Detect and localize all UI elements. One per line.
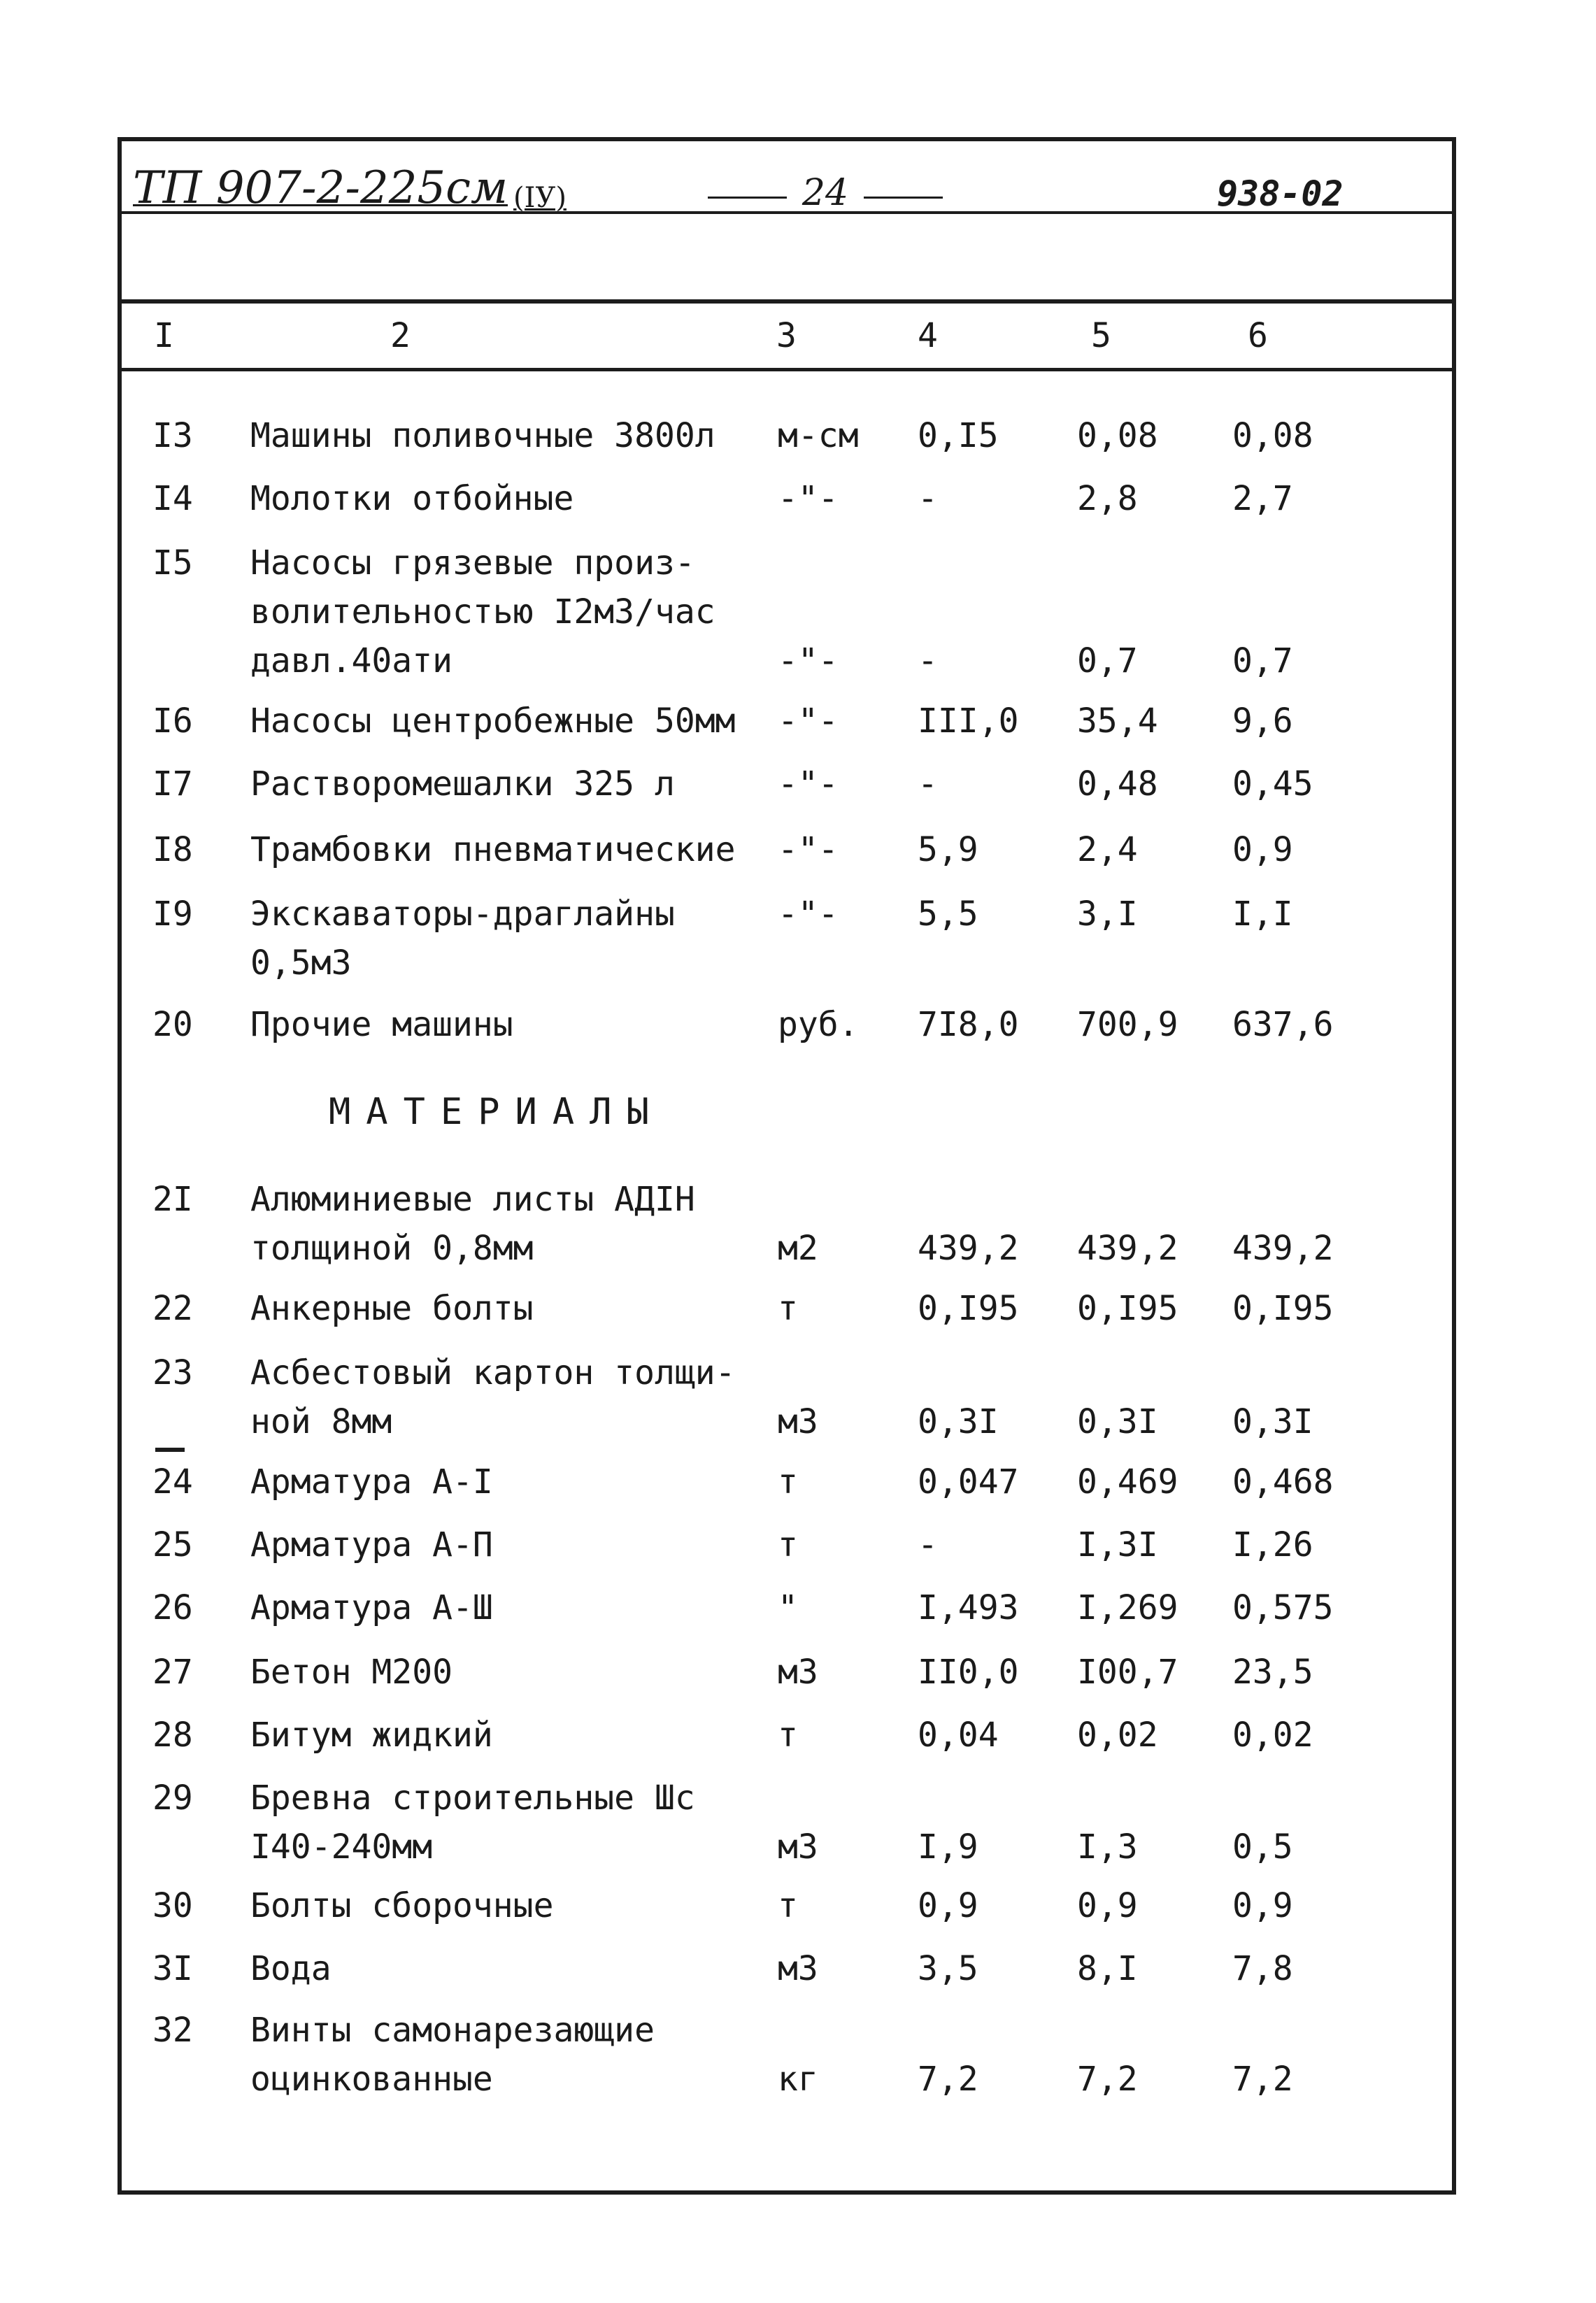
sheet-code: 938-02 bbox=[1217, 173, 1344, 214]
row-number: 30 bbox=[152, 1886, 193, 1925]
row-number: I8 bbox=[152, 830, 193, 869]
row-value-col4: II0,0 bbox=[918, 1653, 1019, 1692]
row-value-col5: I,3 bbox=[1077, 1827, 1138, 1867]
row-name: Анкерные болты bbox=[250, 1289, 534, 1328]
row-value-col4: 0,9 bbox=[918, 1886, 978, 1925]
row-name: Болты сборочные bbox=[250, 1886, 554, 1925]
row-value-col5: 2,4 bbox=[1077, 830, 1138, 869]
row-name: Вода bbox=[250, 1949, 332, 1988]
row-name: Асбестовый картон толщи- ной 8мм bbox=[250, 1353, 736, 1441]
row-number: I6 bbox=[152, 701, 193, 741]
row-value-col6: 0,02 bbox=[1232, 1716, 1313, 1755]
row-value-col6: 0,9 bbox=[1232, 1886, 1293, 1925]
row-value-col6: 637,6 bbox=[1232, 1005, 1334, 1044]
column-header-3: 3 bbox=[776, 316, 797, 355]
row-unit: т bbox=[778, 1716, 798, 1755]
row-value-col4: I,9 bbox=[918, 1827, 978, 1867]
row-value-col4: 0,I5 bbox=[918, 416, 999, 455]
row-number: I3 bbox=[152, 416, 193, 455]
row-value-col4: III,0 bbox=[918, 701, 1019, 741]
row-unit: -"- bbox=[778, 641, 839, 680]
column-header-6: 6 bbox=[1248, 316, 1268, 355]
row-value-col5: I,269 bbox=[1077, 1588, 1178, 1627]
row-value-col4: - bbox=[918, 641, 938, 680]
row-value-col6: 0,08 bbox=[1232, 416, 1313, 455]
row-unit: кг bbox=[778, 2060, 818, 2099]
margin-dash-mark bbox=[155, 1448, 185, 1452]
row-value-col6: 0,I95 bbox=[1232, 1289, 1334, 1328]
row-value-col5: 35,4 bbox=[1077, 701, 1158, 741]
row-value-col5: 7,2 bbox=[1077, 2060, 1138, 2099]
row-name: Бревна строительные Шс I40-240мм bbox=[250, 1778, 695, 1867]
row-value-col6: 0,575 bbox=[1232, 1588, 1334, 1627]
row-value-col6: I,I bbox=[1232, 894, 1293, 934]
row-name: Винты самонарезающие оцинкованные bbox=[250, 2011, 655, 2099]
row-name: Насосы центробежные 50мм bbox=[250, 701, 736, 741]
row-number: 29 bbox=[152, 1778, 193, 1818]
row-number: 20 bbox=[152, 1005, 193, 1044]
row-number: I5 bbox=[152, 543, 193, 583]
row-value-col6: 0,7 bbox=[1232, 641, 1293, 680]
row-value-col5: 8,I bbox=[1077, 1949, 1138, 1988]
row-value-col5: 439,2 bbox=[1077, 1229, 1178, 1268]
row-value-col5: 0,I95 bbox=[1077, 1289, 1178, 1328]
row-name: Молотки отбойные bbox=[250, 479, 574, 518]
row-value-col5: 0,9 bbox=[1077, 1886, 1138, 1925]
row-value-col4: 3,5 bbox=[918, 1949, 978, 1988]
row-number: 26 bbox=[152, 1588, 193, 1627]
row-unit: м3 bbox=[778, 1653, 818, 1692]
row-value-col4: I,493 bbox=[918, 1588, 1019, 1627]
row-unit: м3 bbox=[778, 1827, 818, 1867]
column-header-4: 4 bbox=[918, 316, 938, 355]
row-unit: м3 bbox=[778, 1402, 818, 1441]
row-unit: т bbox=[778, 1462, 798, 1502]
row-value-col6: 23,5 bbox=[1232, 1653, 1313, 1692]
row-number: 27 bbox=[152, 1653, 193, 1692]
row-value-col5: 0,7 bbox=[1077, 641, 1138, 680]
row-unit: -"- bbox=[778, 764, 839, 804]
row-value-col6: I,26 bbox=[1232, 1525, 1313, 1564]
column-header-5: 5 bbox=[1091, 316, 1111, 355]
row-value-col4: 7I8,0 bbox=[918, 1005, 1019, 1044]
row-name: Битум жидкий bbox=[250, 1716, 493, 1755]
row-value-col5: 3,I bbox=[1077, 894, 1138, 934]
row-value-col6: 9,6 bbox=[1232, 701, 1293, 741]
row-name: Насосы грязевые произ- волительностью I2м3/час давл.40ати bbox=[250, 543, 715, 680]
row-value-col4: 439,2 bbox=[918, 1229, 1019, 1268]
column-header-2: 2 bbox=[390, 316, 411, 355]
row-number: I9 bbox=[152, 894, 193, 934]
column-header-1: I bbox=[154, 316, 174, 355]
row-number: 23 bbox=[152, 1353, 193, 1392]
row-number: 24 bbox=[152, 1462, 193, 1502]
page-number: 24 bbox=[692, 144, 958, 214]
row-value-col6: 7,2 bbox=[1232, 2060, 1293, 2099]
row-value-col4: 0,04 bbox=[918, 1716, 999, 1755]
section-title-materials: МАТЕРИАЛЫ bbox=[329, 1091, 664, 1133]
row-value-col5: 700,9 bbox=[1077, 1005, 1178, 1044]
row-value-col4: 5,5 bbox=[918, 894, 978, 934]
row-value-col6: 2,7 bbox=[1232, 479, 1293, 518]
row-value-col5: 0,3I bbox=[1077, 1402, 1158, 1441]
row-value-col6: 7,8 bbox=[1232, 1949, 1293, 1988]
row-value-col5: I00,7 bbox=[1077, 1653, 1178, 1692]
row-unit: т bbox=[778, 1525, 798, 1564]
row-value-col6: 0,45 bbox=[1232, 764, 1313, 804]
row-unit: м-см bbox=[778, 416, 859, 455]
row-unit: м3 bbox=[778, 1949, 818, 1988]
row-value-col4: - bbox=[918, 479, 938, 518]
row-unit: т bbox=[778, 1289, 798, 1328]
row-unit: -"- bbox=[778, 701, 839, 741]
row-value-col4: 0,3I bbox=[918, 1402, 999, 1441]
row-unit: м2 bbox=[778, 1229, 818, 1268]
row-value-col5: 0,08 bbox=[1077, 416, 1158, 455]
row-name: Арматура А-П bbox=[250, 1525, 493, 1564]
row-name: Бетон М200 bbox=[250, 1653, 453, 1692]
row-number: 2I bbox=[152, 1180, 193, 1219]
row-value-col4: 5,9 bbox=[918, 830, 978, 869]
row-number: I4 bbox=[152, 479, 193, 518]
column-headers bbox=[117, 302, 1456, 372]
row-number: 32 bbox=[152, 2011, 193, 2050]
row-name: Экскаваторы-драглайны 0,5м3 bbox=[250, 894, 675, 983]
row-value-col4: 0,047 bbox=[918, 1462, 1019, 1502]
row-value-col6: 0,5 bbox=[1232, 1827, 1293, 1867]
row-number: I7 bbox=[152, 764, 193, 804]
row-number: 28 bbox=[152, 1716, 193, 1755]
row-value-col5: 2,8 bbox=[1077, 479, 1138, 518]
row-value-col5: 0,469 bbox=[1077, 1462, 1178, 1502]
row-value-col6: 0,468 bbox=[1232, 1462, 1334, 1502]
row-name: Арматура А-Ш bbox=[250, 1588, 493, 1627]
row-unit: т bbox=[778, 1886, 798, 1925]
row-unit: " bbox=[778, 1588, 798, 1627]
row-number: 22 bbox=[152, 1289, 193, 1328]
row-unit: -"- bbox=[778, 894, 839, 934]
row-name: Машины поливочные 3800л bbox=[250, 416, 715, 455]
row-name: Алюминиевые листы АДIН толщиной 0,8мм bbox=[250, 1180, 695, 1268]
document-code: ТП 907-2-225см (IУ) bbox=[133, 162, 567, 214]
row-value-col6: 439,2 bbox=[1232, 1229, 1334, 1268]
row-name: Прочие машины bbox=[250, 1005, 513, 1044]
row-number: 3I bbox=[152, 1949, 193, 1988]
row-value-col5: 0,48 bbox=[1077, 764, 1158, 804]
row-unit: руб. bbox=[778, 1005, 859, 1044]
row-value-col5: 0,02 bbox=[1077, 1716, 1158, 1755]
row-name: Арматура А-I bbox=[250, 1462, 493, 1502]
row-value-col4: 7,2 bbox=[918, 2060, 978, 2099]
row-value-col4: - bbox=[918, 764, 938, 804]
row-value-col4: 0,I95 bbox=[918, 1289, 1019, 1328]
row-name: Трамбовки пневматические bbox=[250, 830, 736, 869]
row-value-col5: I,3I bbox=[1077, 1525, 1158, 1564]
row-value-col4: - bbox=[918, 1525, 938, 1564]
row-number: 25 bbox=[152, 1525, 193, 1564]
row-name: Растворомешалки 325 л bbox=[250, 764, 675, 804]
row-value-col6: 0,9 bbox=[1232, 830, 1293, 869]
row-unit: -"- bbox=[778, 479, 839, 518]
row-unit: -"- bbox=[778, 830, 839, 869]
row-value-col6: 0,3I bbox=[1232, 1402, 1313, 1441]
